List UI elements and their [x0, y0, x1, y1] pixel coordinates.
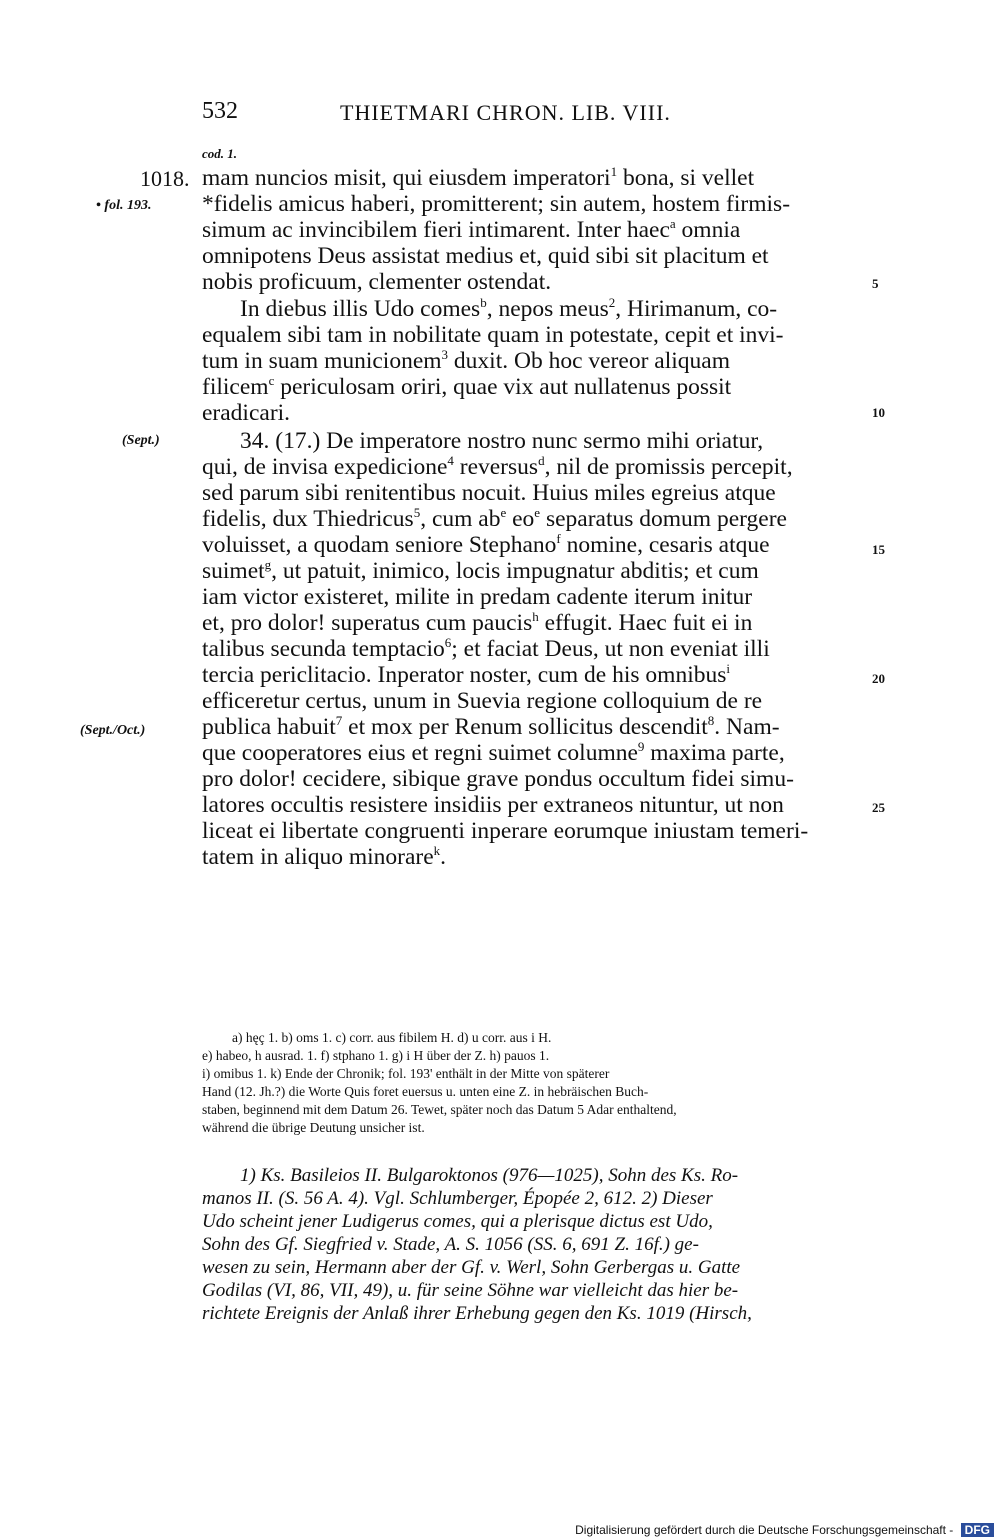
margin-year: 1018. — [140, 166, 190, 191]
footnote-line: staben, beginnend mit dem Datum 26. Tewet, später noch das Datum 5 Adar enthaltend, — [202, 1102, 677, 1117]
text-line: mam nuncios misit, qui eiusdem imperatori$^1$ bona, si vellet — [202, 164, 755, 191]
note-line: richtete Ereignis der Anlaß ihrer Erhebung gegen den Ks. 1019 (Hirsch, — [202, 1303, 752, 1324]
page-number: 532 — [202, 98, 238, 124]
text-line: latores occultis resistere insidiis per extraneos nituntur, ut non — [202, 792, 784, 818]
line-number: 15 — [872, 542, 885, 557]
note-line: 1) Ks. Basileios II. Bulgaroktonos (976—1025), Sohn des Ks. Ro- — [240, 1165, 739, 1186]
margin-date-sept-oct: (Sept./Oct.) — [80, 723, 146, 738]
footnote-line: Hand (12. Jh.?) die Worte Quis foret euersus u. unten eine Z. in hebräischen Buch- — [202, 1084, 649, 1099]
running-head: THIETMARI CHRON. LIB. VIII. — [340, 100, 671, 125]
text-line: iam victor existeret, milite in predam cadente iterum initur — [202, 584, 753, 610]
text-line: liceat ei libertate congruenti inperare eorumque iniustam temeri- — [202, 818, 809, 844]
note-line: Sohn des Gf. Siegfried v. Stade, A. S. 1056 (SS. 6, 691 Z. 16f.) ge- — [202, 1234, 699, 1255]
text-line: filicem$^c$ periculosam oriri, quae vix aut nullatenus possit — [202, 373, 732, 400]
footnote-line: i) omibus 1. k) Ende der Chronik; fol. 193' enthält in der Mitte von späterer — [202, 1066, 610, 1081]
footnote-line: während die übrige Deutung unsicher ist. — [202, 1120, 425, 1135]
codex-marker: cod. 1. — [202, 146, 238, 161]
note-line: wesen zu sein, Hermann aber der Gf. v. Werl, Sohn Gerbergas u. Gatte — [202, 1257, 741, 1278]
text-line: tercia periclitacio. Inperator noster, cum de his omnibus$^i$ — [202, 661, 730, 688]
note-line: Udo scheint jener Ludigerus comes, qui a plerisque dictus est Udo, — [202, 1211, 713, 1232]
margin-date-sept: (Sept.) — [122, 433, 160, 448]
line-number: 10 — [872, 405, 885, 420]
text-line: equalem sibi tam in nobilitate quam in potestate, cepit et invi- — [202, 322, 784, 348]
text-line: eradicari. — [202, 400, 291, 426]
text-line: *fidelis amicus haberi, promitterent; sin autem, hostem firmis- — [202, 191, 791, 217]
text-line: In diebus illis Udo comes$^b$, nepos meus$^2$, Hirimanum, co- — [240, 295, 778, 322]
text-line: nobis proficuum, clementer ostendat. — [202, 269, 552, 295]
footnote-line: e) habeo, h ausrad. 1. f) stphano 1. g) i H über der Z. h) pauos 1. — [202, 1048, 550, 1063]
text-line: simum ac invincibilem fieri intimarent. Inter haec$^a$ omnia — [202, 216, 741, 243]
text-line: sed parum sibi renitentibus nocuit. Huius miles egreius atque — [202, 480, 776, 506]
text-line: qui, de invisa expedicione$^4$ reversus$^d$, nil de promissis percepit, — [202, 453, 793, 480]
text-line: et, pro dolor! superatus cum paucis$^h$ effugit. Haec fuit ei in — [202, 609, 753, 636]
footer-text: Digitalisierung gefördert durch die Deutsche Forschungsgemeinschaft - — [575, 1523, 954, 1537]
dfg-logo: DFG — [961, 1523, 994, 1537]
text-line: tum in suam municionem$^3$ duxit. Ob hoc vereor aliquam — [202, 347, 730, 374]
margin-folio: • fol. 193. — [96, 198, 152, 213]
text-line: 34. (17.) De imperatore nostro nunc sermo mihi oriatur, — [240, 428, 764, 454]
text-line: que cooperatores eius et regni suimet columne$^9$ maxima parte, — [202, 739, 785, 766]
text-line: suimet$^g$, ut patuit, inimico, locis impugnatur abditis; et cum — [202, 557, 759, 584]
text-line: omnipotens Deus assistat medius et, quid sibi sit placitum et — [202, 243, 769, 269]
line-number: 20 — [872, 671, 885, 686]
text-line: fidelis, dux Thiedricus$^5$, cum $ab^e$ $eo^e$ separatus domum pergere — [202, 505, 787, 532]
text-line: pro dolor! cecidere, sibique grave pondus occultum fidei simu- — [202, 766, 794, 792]
text-line: talibus secunda temptacio$^6$; et faciat Deus, ut non eveniat illi — [202, 635, 770, 662]
text-line: efficeretur certus, unum in Suevia regione colloquium de re — [202, 688, 763, 714]
note-line: Godilas (VI, 86, VII, 49), u. für seine Söhne war vielleicht das hier be- — [202, 1280, 739, 1301]
text-line: tatem in aliquo minorare$^k$. — [202, 843, 447, 870]
line-number: 25 — [872, 800, 885, 815]
digitization-footer — [569, 1521, 1000, 1539]
text-line: publica habuit$^7$ et mox per Renum sollicitus descendit$^8$. Nam- — [202, 713, 780, 740]
text-line: voluisset, a quodam seniore Stephano$^f$ nomine, cesaris atque — [202, 531, 770, 558]
footnote-line: a) hęç 1. b) oms 1. c) corr. aus fibilem H. d) u corr. aus i H. — [232, 1030, 552, 1045]
note-line: manos II. (S. 56 A. 4). Vgl. Schlumberger, Épopée 2, 612. 2) Dieser — [202, 1188, 713, 1209]
line-number: 5 — [872, 276, 879, 291]
